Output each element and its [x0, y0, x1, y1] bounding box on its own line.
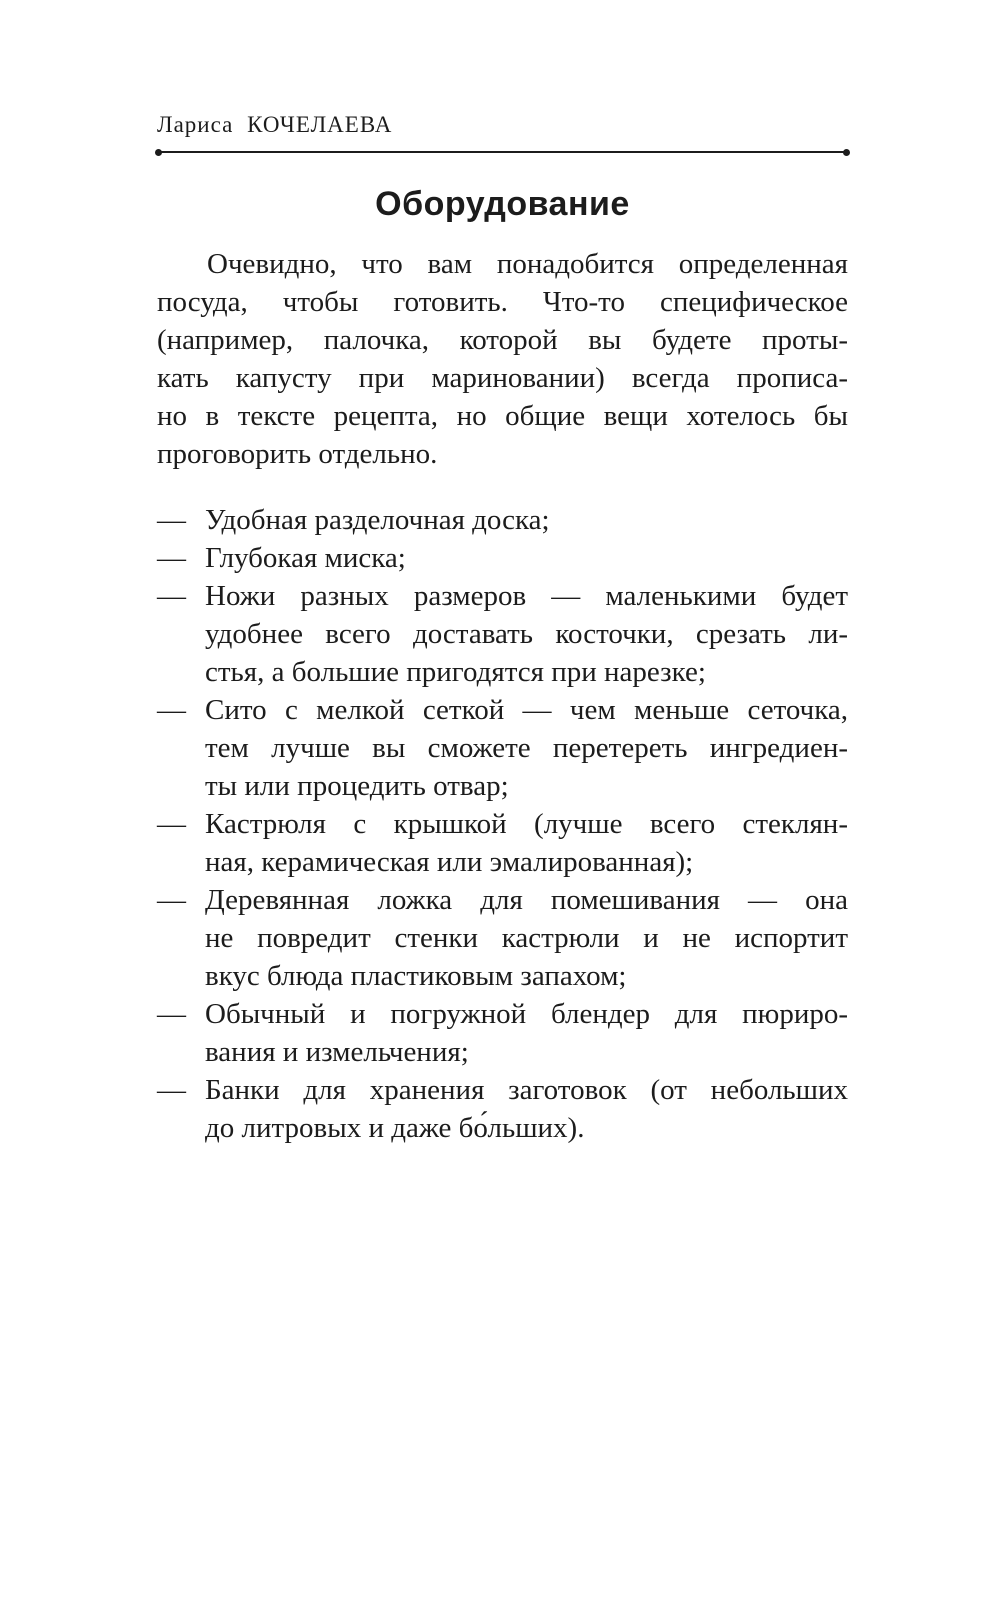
list-item-line: ная, керамическая или эмалированная); [205, 846, 694, 878]
list-item-line: Удобная разделочная доска; [205, 504, 550, 536]
list-item-line: Деревянная ложка для помешивания — она [205, 884, 848, 916]
list-item-line: не повредит стенки кастрюли и не испортит [205, 922, 848, 954]
header-rule [157, 151, 848, 153]
list-item-dash: — [157, 694, 186, 726]
list-item-line: вкус блюда пластиковым запахом; [205, 960, 627, 992]
list-item [157, 691, 848, 805]
list-item-line: Банки для хранения заготовок (от небольших [205, 1074, 848, 1106]
rule-dot-left-icon [155, 149, 162, 156]
list-item-line: Ножи разных размеров — маленькими будет [205, 580, 848, 612]
equipment-list [157, 501, 848, 1147]
list-item-line: Глубокая миска; [205, 542, 406, 574]
rule-dot-right-icon [843, 149, 850, 156]
list-item [157, 881, 848, 995]
intro-line: посуда, чтобы готовить. Что-то специфическое [157, 286, 848, 318]
list-item-dash: — [157, 580, 186, 612]
list-item-dash: — [157, 884, 186, 916]
list-item-line: вания и измельчения; [205, 1036, 469, 1068]
intro-line: кать капусту при мариновании) всегда прописа- [157, 362, 848, 394]
list-item [157, 1071, 848, 1147]
list-item-line: Обычный и погружной блендер для пюриро- [205, 998, 848, 1030]
intro-line: но в тексте рецепта, но общие вещи хотелось бы [157, 400, 848, 432]
intro-line: проговорить отдельно. [157, 438, 438, 470]
list-item [157, 805, 848, 881]
list-item-dash: — [157, 808, 186, 840]
list-item-dash: — [157, 998, 186, 1030]
list-item-dash: — [157, 542, 186, 574]
intro-line: (например, палочка, которой вы будете проты- [157, 324, 848, 356]
list-item-line: до литровых и даже бо́льших). [205, 1112, 585, 1144]
intro-line: Очевидно, что вам понадобится определенная [207, 248, 848, 280]
list-item [157, 577, 848, 691]
list-item-line: ты или процедить отвар; [205, 770, 509, 802]
chapter-title: Оборудование [375, 185, 630, 223]
text-column [157, 112, 848, 1147]
intro-paragraph [157, 245, 848, 473]
list-item-line: стья, а большие пригодятся при нарезке; [205, 656, 706, 688]
list-item-dash: — [157, 1074, 186, 1106]
list-item-line: удобнее всего доставать косточки, срезать ли- [205, 618, 848, 650]
list-item-dash: — [157, 504, 186, 536]
running-head-author: Лариса КОЧЕЛАЕВА [157, 112, 393, 137]
list-item-line: тем лучше вы сможете перетереть ингредиен- [205, 732, 848, 764]
list-item [157, 995, 848, 1071]
list-item-line: Кастрюля с крышкой (лучше всего стеклян- [205, 808, 848, 840]
list-item [157, 501, 848, 539]
list-item-line: Сито с мелкой сеткой — чем меньше сеточка, [205, 694, 848, 726]
list-item [157, 539, 848, 577]
